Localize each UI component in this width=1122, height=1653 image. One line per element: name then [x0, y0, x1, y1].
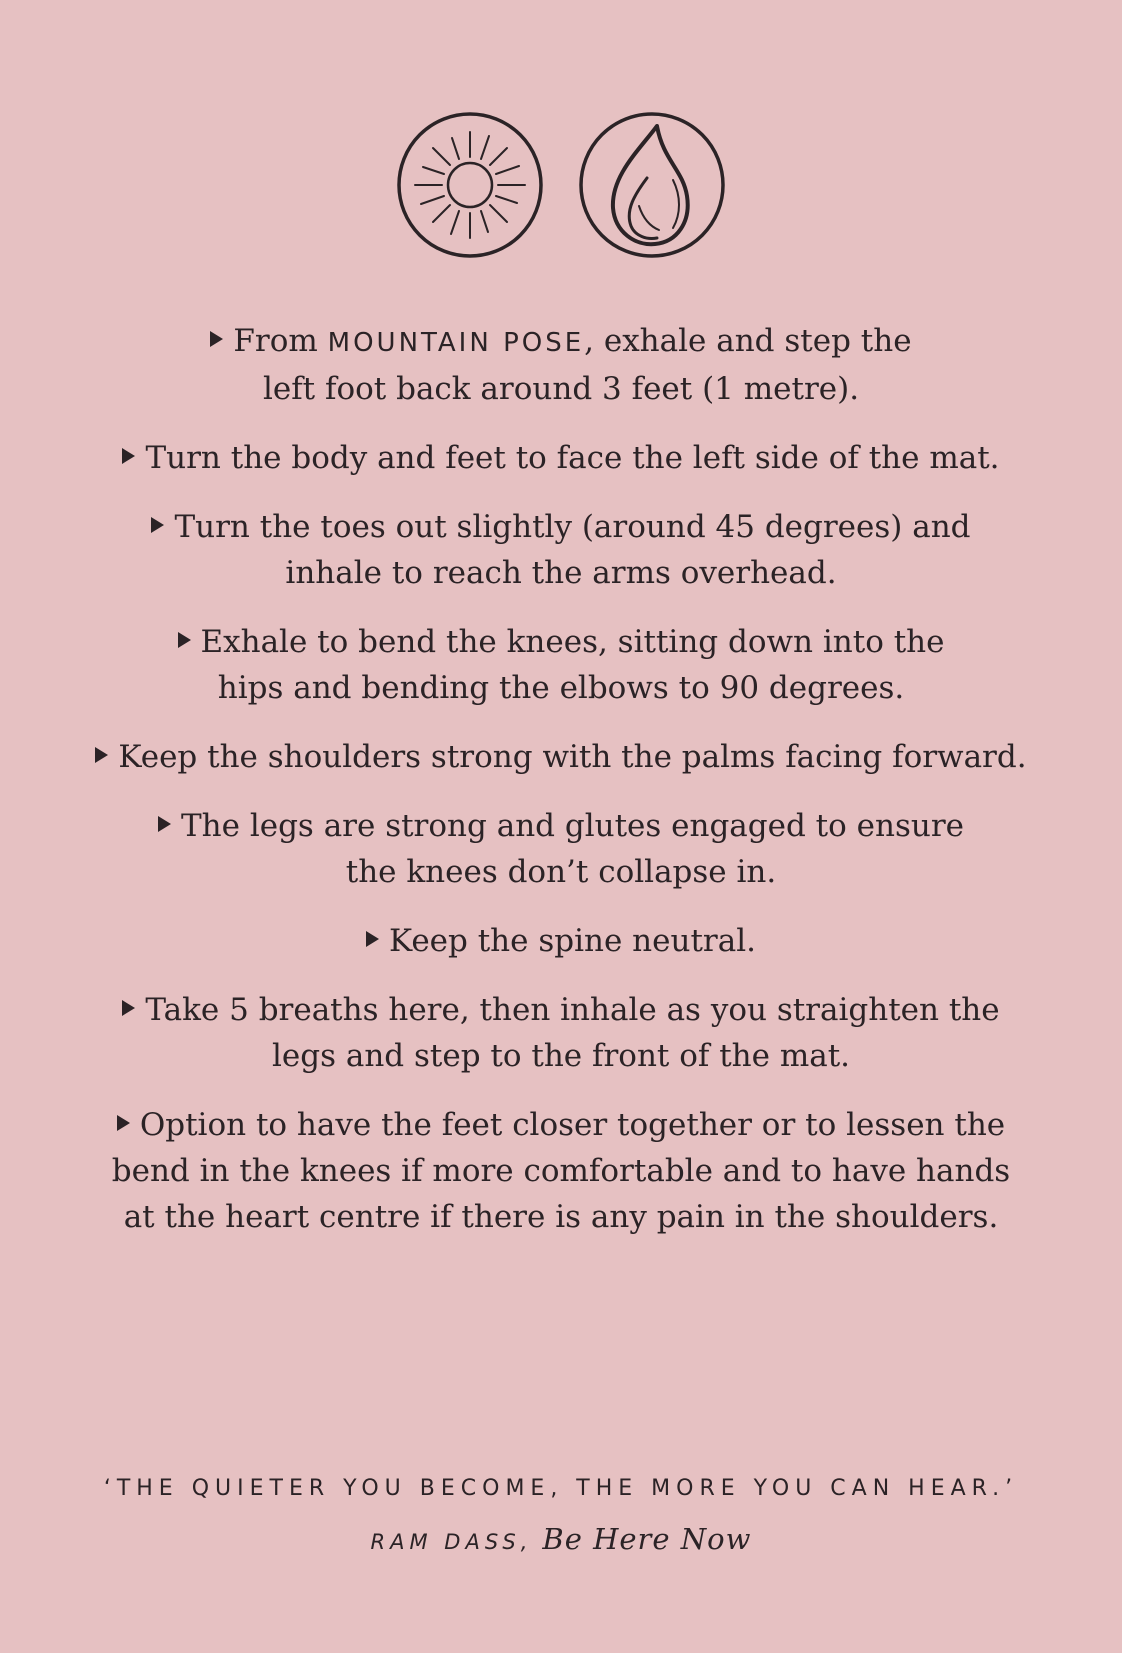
list-item	[40, 803, 1082, 895]
list-item	[40, 918, 1082, 964]
triangle-bullet-icon	[178, 632, 191, 648]
step-text: Exhale to bend the knees, sitting down into the hips and bending the elbows to 90 degrees.	[200, 624, 945, 706]
triangle-bullet-icon	[122, 448, 135, 464]
triangle-bullet-icon	[95, 747, 108, 763]
step-text: Keep the shoulders strong with the palms facing forward.	[118, 739, 1027, 775]
triangle-bullet-icon	[151, 517, 164, 533]
step-text: , exhale and step the	[584, 323, 912, 359]
step-text: Take 5 breaths here, then inhale as you straighten the legs and step to the front of the mat.	[145, 992, 1000, 1074]
list-item	[40, 318, 1082, 412]
instruction-list	[40, 318, 1082, 1263]
sun-icon	[395, 110, 545, 260]
step-text: The legs are strong and glutes engaged to ensure the knees don’t collapse in.	[180, 808, 964, 890]
triangle-bullet-icon	[117, 1115, 130, 1131]
list-item	[40, 987, 1082, 1079]
list-item	[40, 504, 1082, 596]
quote-author: RAM DASS,	[370, 1530, 533, 1554]
triangle-bullet-icon	[210, 331, 223, 347]
step-text: Turn the toes out slightly (around 45 degrees) and inhale to reach the arms overhead.	[174, 509, 971, 591]
quote-text: ‘THE QUIETER YOU BECOME, THE MORE YOU CAN HEAR.’	[103, 1476, 1019, 1501]
step-text: Keep the spine neutral.	[389, 923, 756, 959]
triangle-bullet-icon	[158, 816, 171, 832]
quote-book-title: Be Here Now	[542, 1522, 752, 1556]
step-text: left foot back around 3 feet (1 metre).	[262, 371, 860, 407]
quote-attribution	[0, 1522, 1122, 1556]
icon-row	[0, 110, 1122, 260]
list-item	[40, 435, 1082, 481]
list-item	[40, 734, 1082, 780]
step-text: Turn the body and feet to face the left side of the mat.	[145, 440, 1000, 476]
list-item	[40, 1102, 1082, 1240]
step-text: Option to have the feet closer together or to lessen the bend in the knees if more comfortable and to have hands at the heart centre if there is any pain in the shoulders.	[111, 1107, 1011, 1235]
list-item	[40, 619, 1082, 711]
pose-name: MOUNTAIN POSE	[327, 328, 585, 358]
triangle-bullet-icon	[366, 931, 379, 947]
flame-icon	[577, 110, 727, 260]
triangle-bullet-icon	[122, 1000, 135, 1016]
step-prefix: From	[233, 323, 328, 359]
